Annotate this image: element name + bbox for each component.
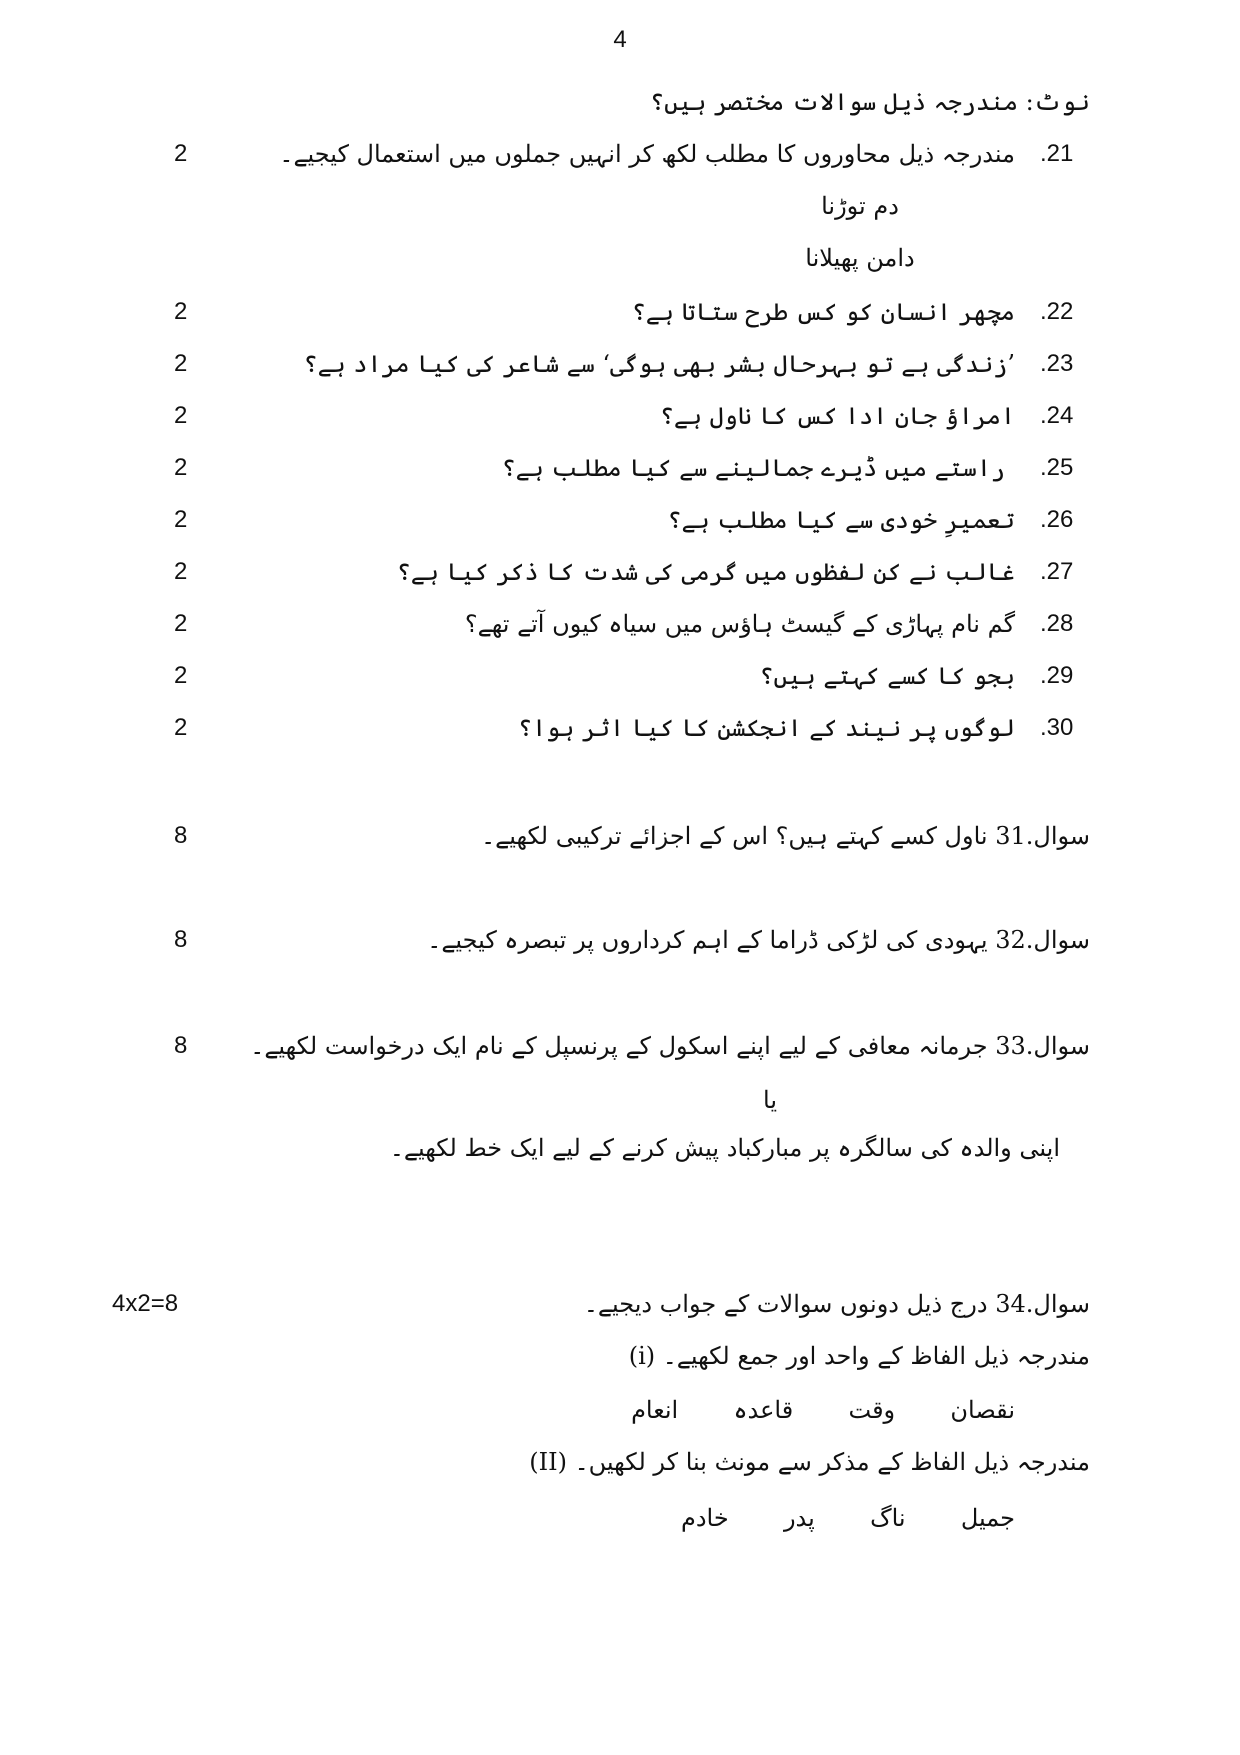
question-marks: 8 [174,822,188,849]
long-question-text: سوال.32 یہودی کی لڑکی ڈراما کے اہم کرداروں پر تبصرہ کیجیے۔ [427,926,1090,954]
word-item: قاعدہ [733,1396,794,1424]
question-number: .22 [1040,298,1074,325]
question-marks: 2 [174,610,188,637]
question-number: .27 [1040,558,1074,585]
word-item: ناگ [870,1504,906,1532]
question-text: بجو کا کسے کہتے ہیں؟ [759,662,1015,690]
q34-part-i: (i) مندرجہ ذیل الفاظ کے واحد اور جمع لکھیے۔ [628,1342,1090,1370]
word-list [515,1396,1015,1424]
or-separator: یا [763,1086,777,1114]
word-item: پدر [783,1504,815,1532]
page-number: 4 [613,26,627,53]
q34-part-ii: (II) مندرجہ ذیل الفاظ کے مذکر سے مونث بنا کر لکھیں۔ [529,1448,1090,1476]
question-number: .25 [1040,454,1074,481]
question-marks: 2 [174,662,188,689]
question-text: گم نام پہاڑی کے گیسٹ ہاؤس میں سیاہ کیوں آتے تھے؟ [464,610,1015,638]
word-item: انعام [631,1396,679,1424]
question-marks: 2 [174,558,188,585]
question-text: امراؤ جان ادا کس کا ناول ہے؟ [659,402,1015,430]
long-question-text: سوال.33 جرمانہ معافی کے لیے اپنے اسکول کے پرنسپل کے نام ایک درخواست لکھیے۔ [250,1032,1090,1060]
word-list [515,1504,1015,1532]
question-text: تعمیرِ خودی سے کیا مطلب ہے؟ [667,506,1015,534]
question-text: لوگوں پر نیند کے انجکشن کا کیا اثر ہوا؟ [518,714,1015,742]
question-marks: 2 [174,714,188,741]
word-item: وقت [848,1396,896,1424]
question-marks: 2 [174,506,188,533]
long-question-text: سوال.31 ناول کسے کہتے ہیں؟ اس کے اجزائے ترکیبی لکھیے۔ [481,822,1090,850]
question-number: .29 [1040,662,1074,689]
question-34-text: سوال.34 درج ذیل دونوں سوالات کے جواب دیجیے۔ [583,1290,1090,1318]
note-heading: نوٹ: مندرجہ ذیل سوالات مختصر ہیں؟ [650,88,1090,116]
question-number: .23 [1040,350,1074,377]
question-marks: 2 [174,298,188,325]
question-marks: 4x2=8 [112,1290,179,1317]
question-number: .30 [1040,714,1074,741]
alternative-question: اپنی والدہ کی سالگرہ پر مبارکباد پیش کرنے کے لیے ایک خط لکھیے۔ [389,1134,1060,1162]
question-number: .28 [1040,610,1074,637]
question-marks: 2 [174,140,188,167]
question-text: مچھر انسان کو کس طرح ستاتا ہے؟ [631,298,1015,326]
question-text: راستے میں ڈیرے جمالینے سے کیا مطلب ہے؟ [501,454,1005,482]
idiom-item: دامن پھیلانا [805,244,915,272]
question-number: .26 [1040,506,1074,533]
word-item: خادم [680,1504,729,1532]
word-item: نقصان [950,1396,1015,1424]
question-marks: 8 [174,1032,188,1059]
question-marks: 2 [174,454,188,481]
question-text: غالب نے کن لفظوں میں گرمی کی شدت کا ذکر کیا ہے؟ [396,558,1015,586]
question-number: .21 [1040,140,1074,167]
question-marks: 2 [174,350,188,377]
question-marks: 8 [174,926,188,953]
idiom-item: دم توڑنا [821,192,899,220]
word-item: جمیل [960,1504,1015,1532]
question-marks: 2 [174,402,188,429]
question-text: ’زندگی ہے تو بہرحال بشر بھی ہوگی‘ سے شاعر کی کیا مراد ہے؟ [303,350,1015,378]
question-number: .24 [1040,402,1074,429]
question-text: مندرجہ ذیل محاوروں کا مطلب لکھ کر انہیں جملوں میں استعمال کیجیے۔ [279,140,1015,168]
